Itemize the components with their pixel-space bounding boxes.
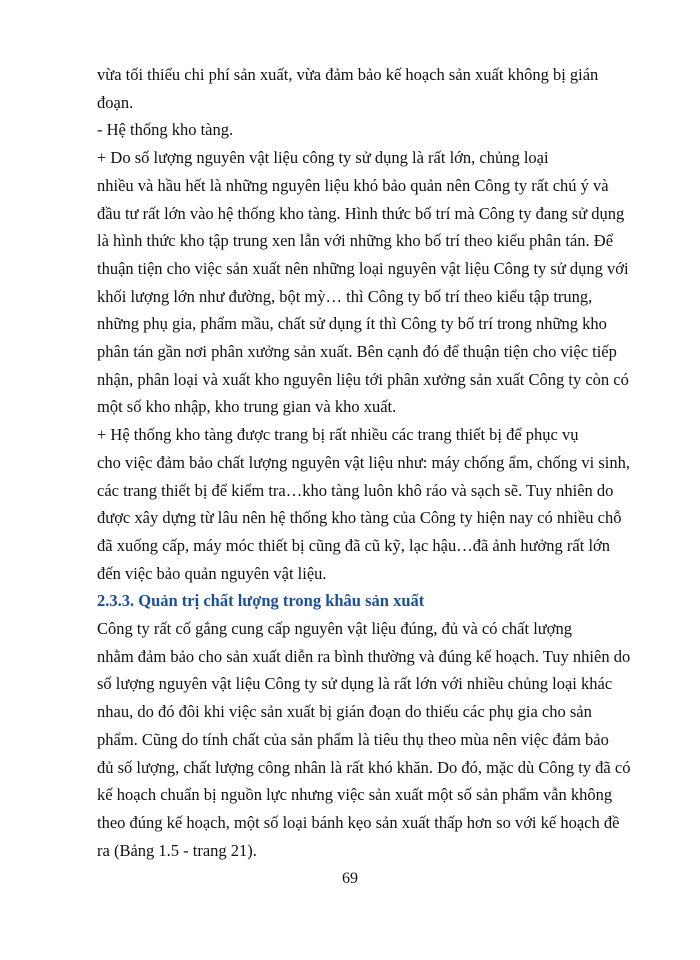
text-line: đến việc bảo quản nguyên vật liệu. <box>97 563 327 583</box>
text-line: nhận, phân loại và xuất kho nguyên liệu tới phân xưởng sản xuất Công ty còn có <box>97 369 629 389</box>
text-line: một số kho nhập, kho trung gian và kho xuất. <box>97 397 397 417</box>
text-line: số lượng nguyên vật liệu Công ty sử dụng là rất lớn với nhiều chủng loại khác <box>97 674 613 694</box>
text-line: thuận tiện cho việc sản xuất nên những loại nguyên vật liệu Công ty sử dụng với <box>97 258 629 278</box>
text-line: theo đúng kế hoạch, một số loại bánh kẹo sản xuất thấp hơn so với kế hoạch đề <box>97 812 620 832</box>
text-line: đã xuống cấp, máy móc thiết bị cũng đã cũ kỹ, lạc hậu…đã ảnh hưởng rất lớn <box>97 535 610 555</box>
text-line: được xây dựng từ lâu nên hệ thống kho tàng của Công ty hiện nay có nhiều chỗ <box>97 508 622 528</box>
text-line: 2.3.3. Quản trị chất lượng trong khâu sản xuất <box>97 591 425 611</box>
text-line: đầu tư rất lớn vào hệ thống kho tàng. Hình thức bố trí mà Công ty đang sử dụng <box>97 203 625 223</box>
text-line: + Do số lượng nguyên vật liệu công ty sử dụng là rất lớn, chủng loại <box>97 148 549 168</box>
text-line: các trang thiết bị để kiểm tra…kho tàng luôn khô ráo và sạch sẽ. Tuy nhiên do <box>97 480 614 500</box>
text-line: nhau, do đó đôi khi việc sản xuất bị gián đoạn do thiếu các phụ gia cho sản <box>97 702 592 722</box>
text-line: những phụ gia, phẩm mầu, chất sử dụng ít thì Công ty bố trí trong những kho <box>97 314 607 334</box>
text-line: nhằm đảm bảo cho sản xuất diễn ra bình thường và đúng kế hoạch. Tuy nhiên do <box>97 646 631 666</box>
text-line: cho việc đảm bảo chất lượng nguyên vật liệu như: máy chống ẩm, chống vi sinh, <box>97 452 630 472</box>
text-line: + Hệ thống kho tàng được trang bị rất nhiều các trang thiết bị để phục vụ <box>97 425 579 445</box>
text-line: Công ty rất cố gắng cung cấp nguyên vật liệu đúng, đủ và có chất lượng <box>97 619 572 638</box>
text-line: phẩm. Cũng do tính chất của sản phẩm là tiêu thụ theo mùa nên việc đảm bảo <box>97 729 609 749</box>
text-line: đoạn. <box>97 92 134 112</box>
text-line: ra (Bảng 1.5 - trang 21). <box>97 840 257 860</box>
page-number: 69 <box>342 870 358 887</box>
text-line: vừa tối thiểu chi phí sản xuất, vừa đảm bảo kế hoạch sản xuất không bị gián <box>97 65 599 84</box>
text-line: kế hoạch chuẩn bị nguồn lực nhưng việc sản xuất một số sản phẩm vẫn không <box>97 785 613 805</box>
text-line: là hình thức kho tập trung xen lẫn với những kho bố trí theo kiểu phân tán. Để <box>97 231 614 251</box>
text-line: - Hệ thống kho tàng. <box>97 120 234 140</box>
text-line: phân tán gần nơi phân xưởng sản xuất. Bên cạnh đó để thuận tiện cho việc tiếp <box>97 342 617 361</box>
text-line: nhiều và hầu hết là những nguyên liệu khó bảo quản nên Công ty rất chú ý và <box>97 175 609 195</box>
text-line: đủ số lượng, chất lượng công nhân là rất khó khăn. Do đó, mặc dù Công ty đã có <box>97 757 631 777</box>
text-line: khối lượng lớn như đường, bột mỳ… thì Công ty bố trí theo kiểu tập trung, <box>97 286 593 306</box>
